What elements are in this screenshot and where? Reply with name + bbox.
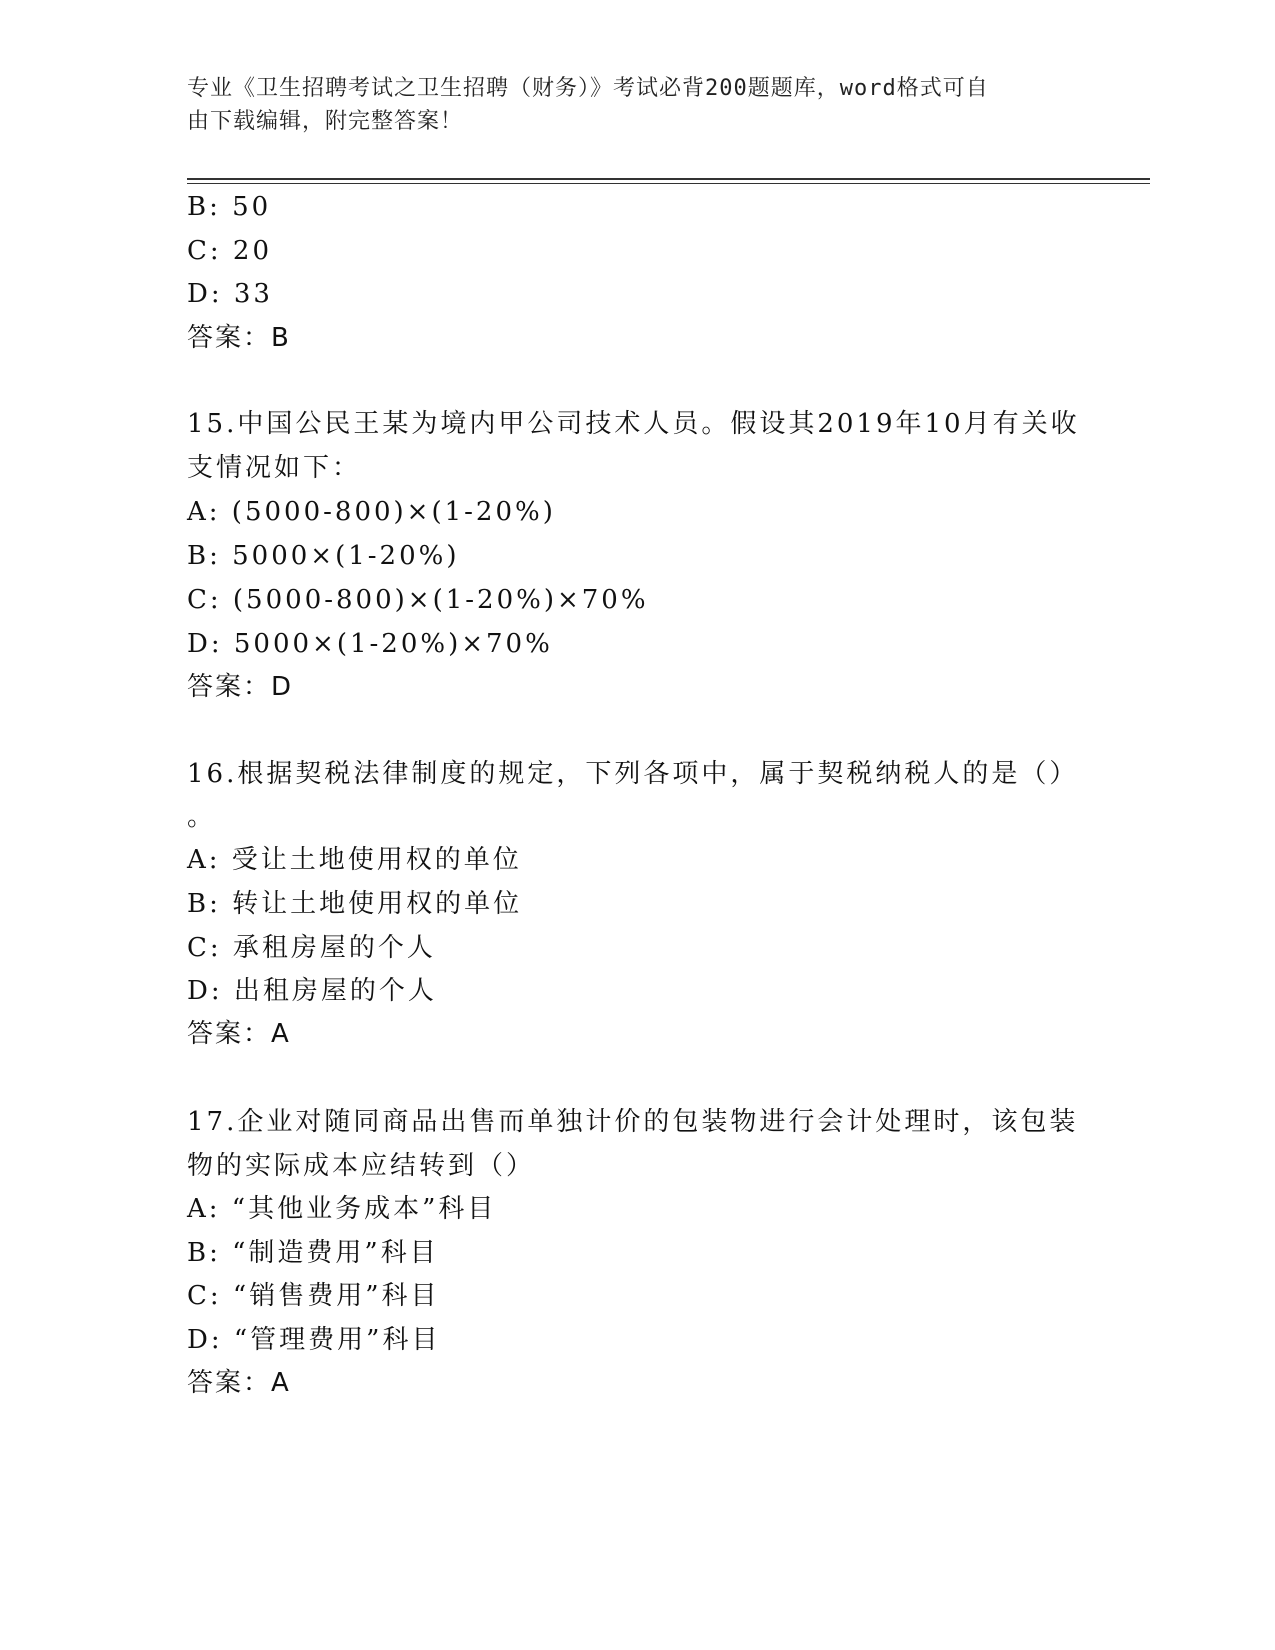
option-item: A: (5000-800)×(1-20%) [187, 497, 556, 527]
document-header [187, 72, 1067, 138]
answer-label: 答案：A [187, 1019, 291, 1049]
option-item: C: 20 [187, 236, 273, 266]
option-item: A: “其他业务成本”科目 [187, 1194, 497, 1224]
answer-label: 答案：B [187, 323, 291, 353]
option-item: D: 5000×(1-20%)×70% [187, 629, 553, 659]
question-stem: 支情况如下： [187, 453, 362, 483]
option-item: B: 转让土地使用权的单位 [187, 889, 523, 919]
option-item: D: 出租房屋的个人 [187, 976, 437, 1006]
header-line: 由下载编辑，附完整答案！ [187, 109, 464, 134]
question-stem: 16.根据契税法律制度的规定，下列各项中，属于契税纳税人的是（） [187, 759, 1079, 789]
option-item: B: “制造费用”科目 [187, 1238, 439, 1268]
question-stem: 15.中国公民王某为境内甲公司技术人员。假设其2019年10月有关收 [187, 409, 1080, 439]
option-item: C: (5000-800)×(1-20%)×70% [187, 585, 649, 615]
option-item: D: “管理费用”科目 [187, 1325, 441, 1355]
question-stem: 物的实际成本应结转到（） [187, 1151, 536, 1181]
option-item: C: 承租房屋的个人 [187, 933, 436, 963]
option-item: C: “销售费用”科目 [187, 1281, 440, 1311]
question-stem: 。 [187, 802, 217, 832]
answer-label: 答案：A [187, 1368, 291, 1398]
header-divider [187, 183, 1150, 184]
option-item: B: 5000×(1-20%) [187, 541, 460, 571]
header-line: 专业《卫生招聘考试之卫生招聘（财务）》考试必背200题题库，word格式可自 [187, 76, 989, 101]
question-stem: 17.企业对随同商品出售而单独计价的包装物进行会计处理时，该包装 [187, 1107, 1079, 1137]
option-item: D: 33 [187, 279, 273, 309]
header-divider [187, 178, 1150, 180]
option-item: B: 50 [187, 192, 272, 222]
option-item: A: 受让土地使用权的单位 [187, 845, 522, 875]
answer-label: 答案：D [187, 672, 294, 702]
